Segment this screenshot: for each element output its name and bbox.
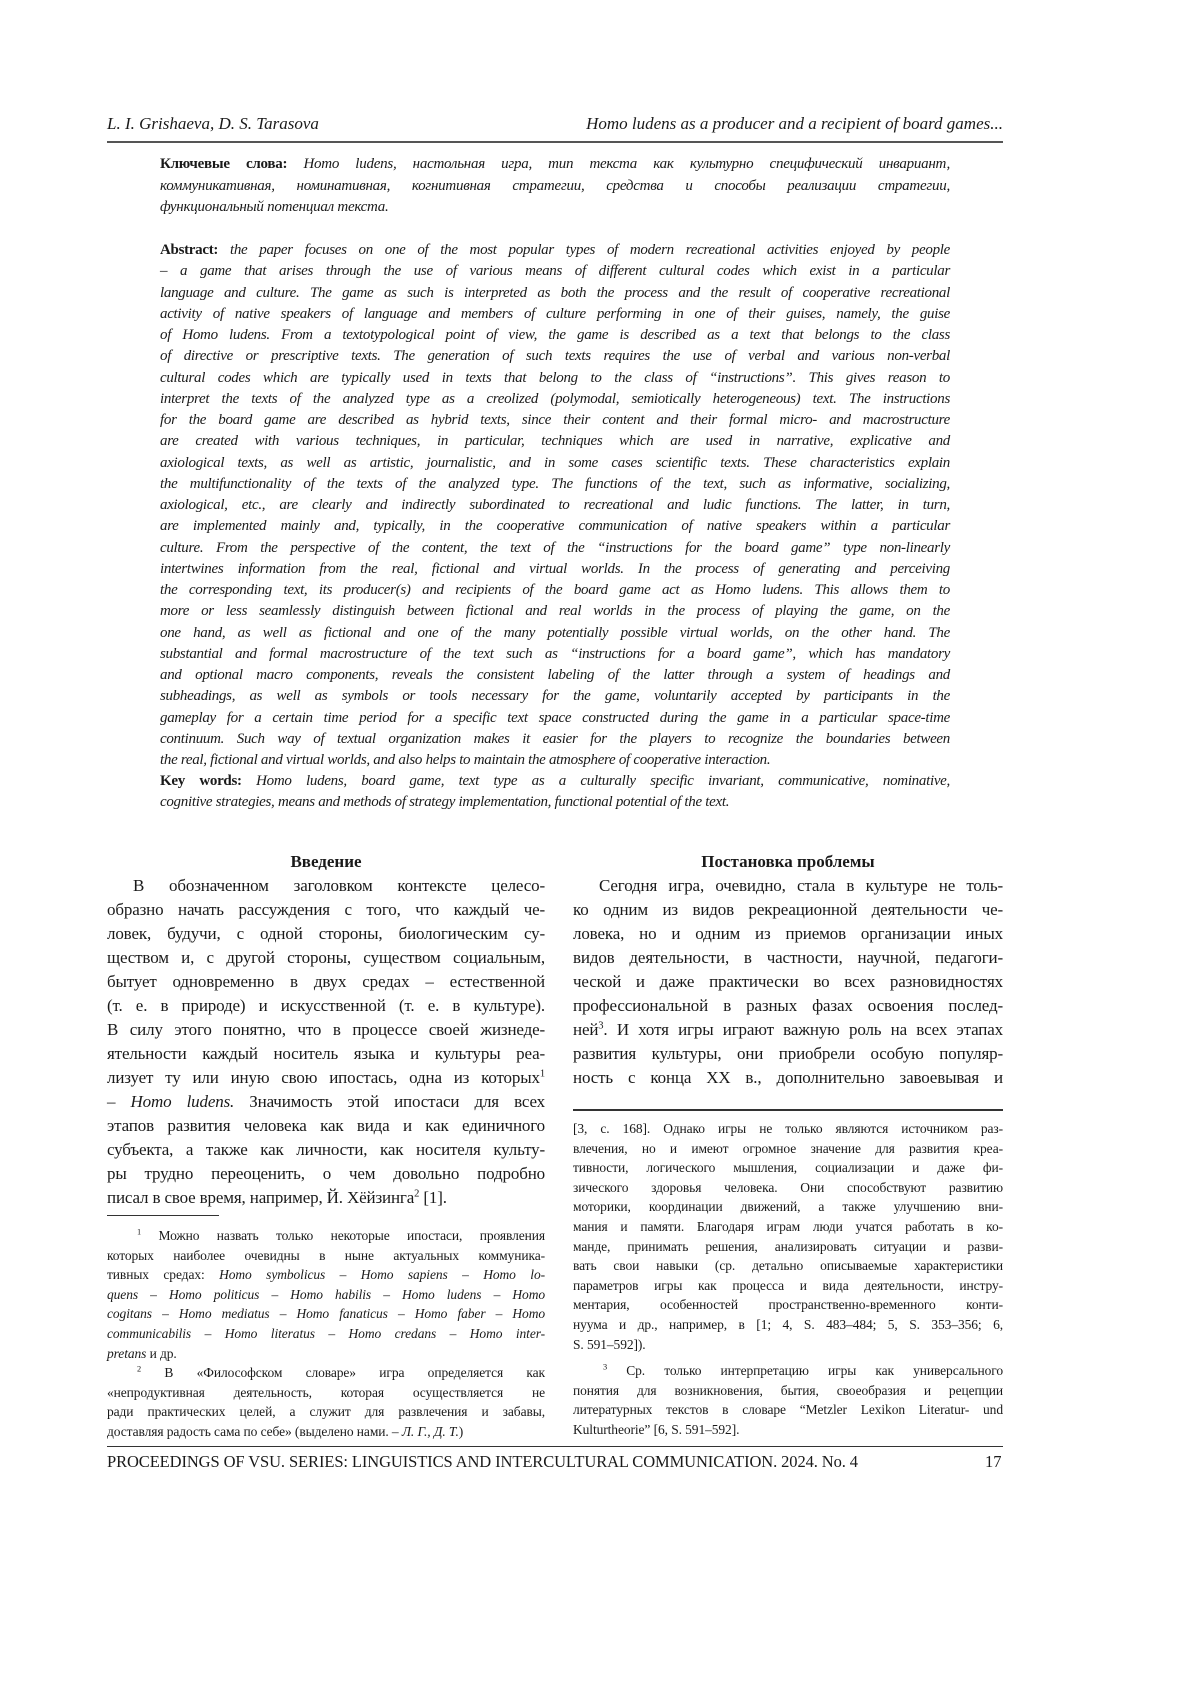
- text-line: [160, 410, 950, 431]
- text-span: axiological texts, as well as artistic, journalistic, and in some cases scientific texts. These characteristics explain: [160, 455, 950, 471]
- text-span: моторики, координации движений, а также улучшению вни-: [573, 1199, 1003, 1214]
- text-line: [160, 623, 950, 644]
- text-line: [107, 1363, 545, 1383]
- text-span: зического здоровья человека. Они способствуют развитию: [573, 1180, 1003, 1195]
- text-line: [160, 261, 950, 282]
- text-span: этапов развития человека как вида и как единичного: [107, 1116, 545, 1135]
- text-line: [160, 750, 950, 771]
- text-line: [160, 665, 950, 686]
- text-span: intertwines information from the real, fictional and virtual worlds. In the process of generating and perceiving: [160, 561, 950, 577]
- text-line: [573, 1042, 1003, 1066]
- text-line: [573, 946, 1003, 970]
- right-footnotes: [573, 1361, 1003, 1439]
- text-line: [107, 1226, 545, 1246]
- text-line: [160, 154, 950, 176]
- text-span: ней: [573, 1020, 598, 1039]
- text-line: [107, 1422, 545, 1442]
- text-line: [107, 1090, 545, 1114]
- text-line: [107, 1042, 545, 1066]
- text-line: [573, 1178, 1003, 1198]
- text-span: for the board game are described as hybrid texts, since their content and their formal micro- and macrostructure: [160, 412, 950, 428]
- text-span: (т. е. в природе) и искусственной (т. е. в культуре).: [107, 996, 545, 1015]
- text-span: activity of native speakers of language and members of culture performing in one of their guises, namely, the guise: [160, 306, 950, 322]
- text-span: Л. Г., Д. Т.: [402, 1424, 459, 1439]
- text-span: one hand, as well as fictional and one of the many potentially possible virtual worlds, on the other hand. The: [160, 625, 950, 641]
- text-line: [107, 946, 545, 970]
- text-line: [160, 495, 950, 516]
- abstract: [160, 240, 950, 771]
- text-line: [107, 1138, 545, 1162]
- text-span: и др.: [146, 1346, 176, 1361]
- text-span: ры трудно переоценить, о чем довольно подробно: [107, 1164, 545, 1183]
- footnote-marker: 3: [603, 1363, 607, 1372]
- text-span: ществом и, с другой стороны, существом социальным,: [107, 948, 545, 967]
- text-span: образно начать рассуждения с того, что каждый че-: [107, 900, 545, 919]
- text-line: [107, 922, 545, 946]
- text-span: ради практических целей, а служит для развлечения и забавы,: [107, 1404, 545, 1419]
- text-line: [160, 176, 950, 198]
- label-text: Key words:: [160, 773, 256, 789]
- text-span: ность с конца XX в., дополнительно завоевывая и: [573, 1068, 1003, 1087]
- text-line: [573, 922, 1003, 946]
- right-column-body: [573, 874, 1003, 1090]
- text-span: and optional macro components, reveals the consistent labeling of the latter through a system of headings and: [160, 667, 950, 683]
- footnote-continuation-rule: [573, 1109, 1003, 1111]
- text-line: [573, 1256, 1003, 1276]
- text-line: [573, 1381, 1003, 1401]
- label-text: Abstract:: [160, 242, 230, 258]
- text-span: ловека, но и одним из приемов организации иных: [573, 924, 1003, 943]
- text-span: the paper focuses on one of the most popular types of modern recreational activities enjoyed by people: [230, 242, 950, 258]
- text-span: понятия для возникновения, бытия, своеобразия и рецепции: [573, 1383, 1003, 1398]
- text-line: [573, 1335, 1003, 1355]
- text-span: Значимость этой ипостаси для всех: [234, 1092, 545, 1111]
- text-span: доставляя радость сама по себе» (выделено нами. –: [107, 1424, 402, 1439]
- footnote-marker: 1: [540, 1068, 545, 1079]
- text-line: [573, 1158, 1003, 1178]
- text-span: Kulturtheorie” [6, S. 591–592].: [573, 1422, 739, 1437]
- text-line: [107, 1186, 545, 1210]
- text-span: Ср. только интерпретацию игры как универсального: [607, 1363, 1003, 1378]
- text-span: профессиональной в разных фазах освоения послед-: [573, 996, 1003, 1015]
- footer-rule: [107, 1446, 1003, 1447]
- text-line: [573, 1237, 1003, 1257]
- text-span: quens – Homo politicus – Homo habilis – Homo ludens – Homo: [107, 1287, 545, 1302]
- text-line: [107, 1344, 545, 1364]
- text-span: language and culture. The game as such is interpreted as both the process and the result of cooperative recreational: [160, 285, 950, 301]
- running-header-authors: L. I. Grishaeva, D. S. Tarasova: [107, 114, 319, 134]
- text-line: [160, 516, 950, 537]
- text-span: subheadings, as well as symbols or tools necessary for the game, voluntarily accepted by participants in the: [160, 688, 950, 704]
- text-span: [1].: [419, 1188, 447, 1207]
- section-heading-introduction: Введение: [107, 852, 545, 872]
- text-line: [160, 453, 950, 474]
- text-span: Сегодня игра, очевидно, стала в культуре не толь-: [599, 876, 1003, 895]
- text-span: culture. From the perspective of the content, the text of the “instructions for the board game” type non-linearly: [160, 540, 950, 556]
- text-span: ментария, особенностей пространственно-временного конти-: [573, 1297, 1003, 1312]
- text-line: [160, 240, 950, 261]
- text-line: [107, 1324, 545, 1344]
- text-span: ловек, будучи, с одной стороны, биологическим су-: [107, 924, 545, 943]
- keywords-en: [160, 771, 950, 814]
- text-line: [160, 368, 950, 389]
- text-span: continuum. Such way of textual organization makes it easier for the players to recognize the boundaries between: [160, 731, 950, 747]
- text-span: видов деятельности, в частности, научной, педагоги-: [573, 948, 1003, 967]
- text-span: влечения, но и имеют огромное значение для развития креа-: [573, 1141, 1003, 1156]
- text-line: [573, 1018, 1003, 1042]
- text-span: субъекта, а также как личности, как носителя культу-: [107, 1140, 545, 1159]
- text-span: ческой и даже практически во всех разновидностях: [573, 972, 1003, 991]
- text-line: [160, 686, 950, 707]
- footnote-marker: 3: [598, 1020, 603, 1031]
- text-span: нуума и др., например, в [1; 4, S. 483–484; 5, S. 353–356; 6,: [573, 1317, 1003, 1332]
- text-span: substantial and formal macrostructure of the text such as “instructions for a board game”, which has mandatory: [160, 646, 950, 662]
- text-span: «непродуктивная деятельность, которая осуществляется не: [107, 1385, 545, 1400]
- text-line: [573, 1276, 1003, 1296]
- text-span: cultural codes which are typically used in texts that belong to the class of “instructions”. This gives reason to: [160, 370, 950, 386]
- text-line: [160, 346, 950, 367]
- footnote-marker: 1: [137, 1228, 141, 1237]
- text-span: В «Философском словаре» игра определяется как: [141, 1365, 545, 1380]
- text-span: коммуникативная, номинативная, когнитивная стратегии, средства и способы реализации стратегии,: [160, 178, 950, 194]
- text-line: [160, 325, 950, 346]
- text-line: [160, 771, 950, 792]
- text-line: [160, 389, 950, 410]
- text-line: [160, 559, 950, 580]
- text-span: pretans: [107, 1346, 146, 1361]
- text-line: [107, 898, 545, 922]
- text-span: Homo ludens, board game, text type as a culturally specific invariant, communicative, nominative,: [256, 773, 950, 789]
- text-span: манде, принимать решения, анализировать ситуации и разви-: [573, 1239, 1003, 1254]
- text-span: ): [459, 1424, 463, 1439]
- text-span: the multifunctionality of the texts of the analyzed type. The functions of the text, such as informative, socializing,: [160, 476, 950, 492]
- text-span: . И хотя игры играют важную роль на всех этапах: [603, 1020, 1003, 1039]
- text-line: [573, 1217, 1003, 1237]
- text-span: the real, fictional and virtual worlds, and also helps to maintain the atmosphere of cooperative interaction.: [160, 752, 770, 768]
- text-span: развития культуры, они приобрели особую популяр-: [573, 1044, 1003, 1063]
- text-line: [573, 1295, 1003, 1315]
- text-span: Homo ludens.: [130, 1092, 234, 1111]
- text-span: [3, с. 168]. Однако игры не только являются источником раз-: [573, 1121, 1003, 1136]
- text-span: литературных текстов в словаре “Metzler Lexikon Literatur- und: [573, 1402, 1003, 1417]
- text-line: [160, 538, 950, 559]
- text-span: –: [107, 1092, 130, 1111]
- text-span: axiological, etc., are clearly and indirectly subordinated to recreational and ludic functions. The latter, in turn,: [160, 497, 950, 513]
- text-span: тивности, логического мышления, социализации и даже фи-: [573, 1160, 1003, 1175]
- label-text: Ключевые слова:: [160, 156, 303, 172]
- text-line: [160, 729, 950, 750]
- keywords-ru: [160, 154, 950, 219]
- text-line: [107, 1402, 545, 1422]
- text-line: [573, 1315, 1003, 1335]
- text-span: of Homo ludens. From a textotypological point of view, the game is described as a text that belongs to the class: [160, 327, 950, 343]
- text-line: [107, 874, 545, 898]
- footnote-rule: [107, 1215, 219, 1216]
- text-line: [573, 874, 1003, 898]
- text-line: [573, 1361, 1003, 1381]
- text-line: [160, 197, 950, 219]
- text-span: Homo ludens, настольная игра, тип текста как культурно специфический инвариант,: [303, 156, 950, 172]
- text-line: [107, 1383, 545, 1403]
- text-line: [573, 970, 1003, 994]
- text-line: [573, 994, 1003, 1018]
- text-span: Можно назвать только некоторые ипостаси, проявления: [141, 1228, 545, 1243]
- text-span: бытует одновременно в двух средах – естественной: [107, 972, 545, 991]
- text-line: [573, 1420, 1003, 1440]
- text-line: [160, 431, 950, 452]
- text-line: [107, 1018, 545, 1042]
- text-span: ятельности каждый носитель языка и культуры реа-: [107, 1044, 545, 1063]
- text-line: [160, 601, 950, 622]
- text-span: функциональный потенциал текста.: [160, 199, 389, 215]
- text-span: of directive or prescriptive texts. The generation of such texts requires the use of verbal and various non-verbal: [160, 348, 950, 364]
- text-span: S. 591–592]).: [573, 1337, 646, 1352]
- left-footnotes: [107, 1226, 545, 1442]
- text-line: [573, 898, 1003, 922]
- text-line: [107, 1246, 545, 1266]
- text-line: [160, 474, 950, 495]
- text-line: [107, 1265, 545, 1285]
- text-span: are created with various techniques, in particular, techniques which are used in narrative, explicative and: [160, 433, 950, 449]
- text-span: communicabilis – Homo literatus – Homo credans – Homo inter-: [107, 1326, 545, 1341]
- footnote-marker: 2: [137, 1365, 141, 1374]
- text-span: В силу этого понятно, что в процессе своей жизнеде-: [107, 1020, 545, 1039]
- text-line: [107, 970, 545, 994]
- text-line: [160, 304, 950, 325]
- header-rule: [107, 141, 1003, 143]
- section-heading-problem: Постановка проблемы: [573, 852, 1003, 872]
- text-line: [573, 1400, 1003, 1420]
- text-span: are implemented mainly and, typically, in the cooperative communication of native speakers within a particular: [160, 518, 950, 534]
- text-span: тивных средах:: [107, 1267, 219, 1282]
- left-column-body: [107, 874, 545, 1210]
- right-footnote-continuation: [573, 1119, 1003, 1354]
- text-line: [107, 1304, 545, 1324]
- text-span: лизует ту или иную свою ипостась, одна из которых: [107, 1068, 540, 1087]
- text-span: – a game that arises through the use of various means of different cultural codes which exist in a particular: [160, 263, 950, 279]
- text-line: [160, 708, 950, 729]
- text-line: [107, 994, 545, 1018]
- page-number: 17: [985, 1452, 1002, 1472]
- text-span: gameplay for a certain time period for a specific text space constructed during the game in a particular space-time: [160, 710, 950, 726]
- text-line: [573, 1139, 1003, 1159]
- text-span: more or less seamlessly distinguish between fictional and real worlds in the process of playing the game, on the: [160, 603, 950, 619]
- text-span: которых наиболее очевидны в ныне актуальных коммуника-: [107, 1248, 545, 1263]
- text-line: [160, 283, 950, 304]
- text-span: ко одним из видов рекреационной деятельности че-: [573, 900, 1003, 919]
- footnote-marker: 2: [414, 1188, 419, 1199]
- text-line: [107, 1114, 545, 1138]
- text-span: the corresponding text, its producer(s) and recipients of the board game act as Homo ludens. This allows them to: [160, 582, 950, 598]
- running-header-title: Homo ludens as a producer and a recipient of board games...: [586, 114, 1003, 134]
- text-line: [160, 644, 950, 665]
- text-line: [107, 1066, 545, 1090]
- text-span: В обозначенном заголовком контексте целесо-: [133, 876, 545, 895]
- text-span: вать свои навыки (ср. детально описываемые характеристики: [573, 1258, 1003, 1273]
- text-span: interpret the texts of the analyzed type as a creolized (polymodal, semiotically heterogeneous) text. The instructions: [160, 391, 950, 407]
- text-line: [573, 1066, 1003, 1090]
- text-span: cogitans – Homo mediatus – Homo fanaticus – Homo faber – Homo: [107, 1306, 545, 1321]
- text-span: Homo symbolicus – Homo sapiens – Homo lo-: [219, 1267, 545, 1282]
- text-span: cognitive strategies, means and methods of strategy implementation, functional potential of the text.: [160, 794, 729, 810]
- text-line: [107, 1285, 545, 1305]
- text-span: мания и памяти. Благодаря играм люди учатся работать в ко-: [573, 1219, 1003, 1234]
- text-line: [573, 1119, 1003, 1139]
- text-line: [573, 1197, 1003, 1217]
- text-line: [160, 792, 950, 813]
- text-span: параметров игры как процесса и вида деятельности, инстру-: [573, 1278, 1003, 1293]
- text-line: [160, 580, 950, 601]
- text-span: писал в свое время, например, Й. Хёйзинга: [107, 1188, 414, 1207]
- footer-journal: PROCEEDINGS OF VSU. SERIES: LINGUISTICS AND INTERCULTURAL COMMUNICATION. 2024. No. 4: [107, 1452, 858, 1472]
- text-line: [107, 1162, 545, 1186]
